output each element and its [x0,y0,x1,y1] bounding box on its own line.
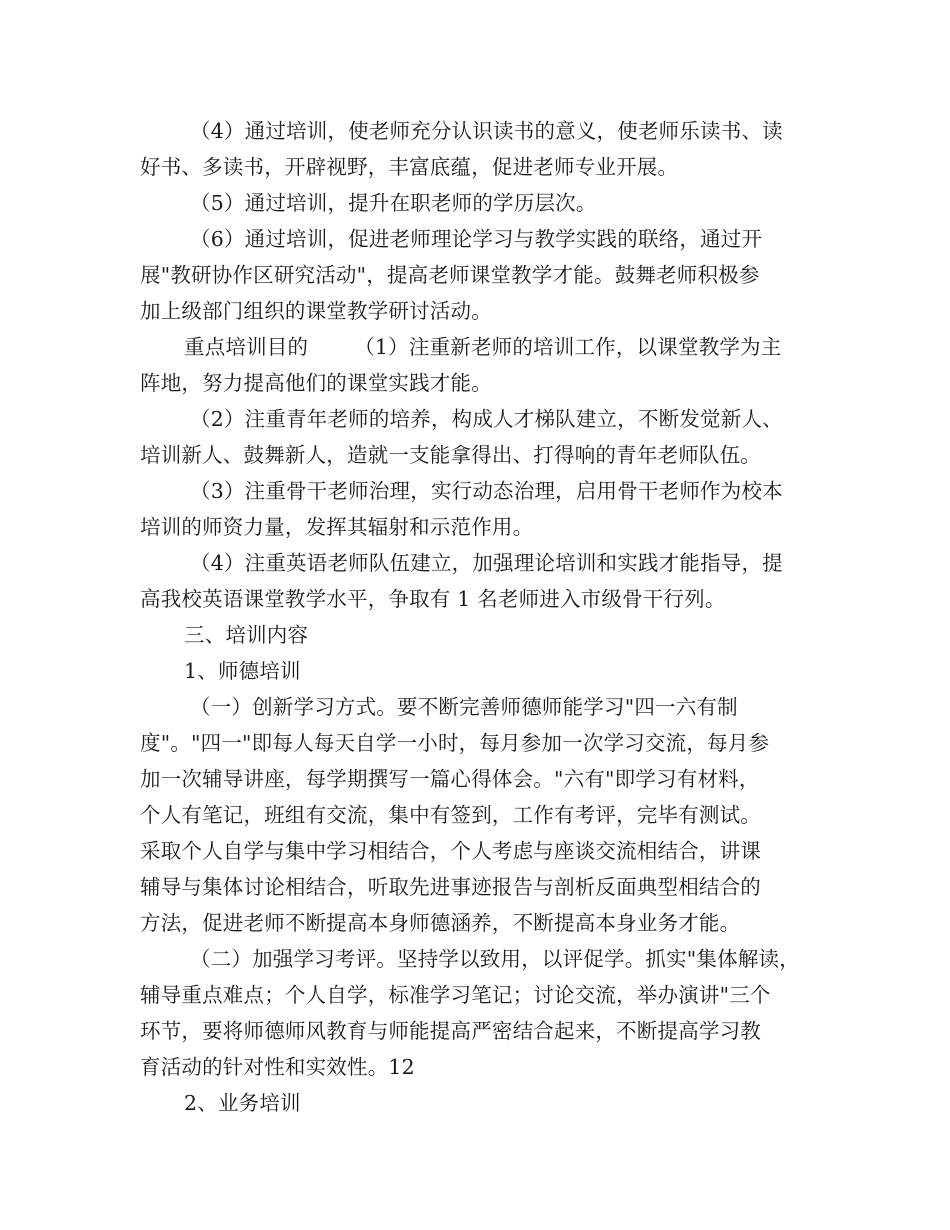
subheading-business-training [140,1085,822,1121]
paragraph-research-goal [140,221,822,329]
text-line: （2）注重青年老师的培养，构成人才梯队建立，不断发觉新人、 [190,407,783,431]
text-line: 加上级部门组织的课堂教学研讨活动。 [140,299,492,323]
text-line: 辅导与集体讨论相结合，听取先进事迹报告与剖析反面典型相结合的 [140,875,761,899]
key-goals-first: （1）注重新老师的培训工作，以课堂教学为主 [354,335,782,359]
text-line: 育活动的针对性和实效性。12 [140,1055,415,1079]
subheading-ethics-training [140,653,822,689]
text-line: （一）创新学习方式。要不断完善师德师能学习"四一六有制 [190,695,738,719]
text-line: 培训的师资力量，发挥其辐射和示范作用。 [140,515,534,539]
text-line: 辅导重点难点；个人自学，标准学习笔记；讨论交流，举办演讲"三个 [140,983,771,1007]
text-line: 高我校英语课堂教学水平，争取有 1 名老师进入市级骨干行列。 [140,587,726,611]
text-line: 展"教研协作区研究活动"，提高老师课堂教学才能。鼓舞老师积极参 [140,263,760,287]
paragraph-reading-goal [140,113,822,185]
text-line: 培训新人、鼓舞新人，造就一支能拿得出、打得响的青年老师队伍。 [140,443,761,467]
paragraph-key-goals [140,329,822,401]
heading-text: 2、业务培训 [184,1091,301,1115]
text-line: （5）通过培训，提升在职老师的学历层次。 [190,191,597,215]
text-line: （6）通过培训，促进老师理论学习与教学实践的联络，通过开 [190,227,763,251]
paragraph-degree-goal [140,185,822,221]
paragraph-goal-4 [140,545,822,617]
text-line: 度"。"四一"即每人每天自学一小时，每月参加一次学习交流，每月参 [140,731,770,755]
text-line: 加一次辅导讲座，每学期撰写一篇心得体会。"六有"即学习有材料， [140,767,760,791]
text-line [140,329,822,365]
text-line: 好书、多读书，开辟视野，丰富底蕴，促进老师专业开展。 [140,155,679,179]
text-line: 方法，促进老师不断提高本身师德涵养，不断提高本身业务才能。 [140,911,741,935]
paragraph-goal-2 [140,401,822,473]
paragraph-ethics-1 [140,689,822,941]
text-line: （4）通过培训，使老师充分认识读书的意义，使老师乐读书、读 [190,119,783,143]
section-heading-training-content [140,617,822,653]
heading-text: 三、培训内容 [184,623,309,647]
paragraph-goal-3 [140,473,822,545]
text-line: （二）加强学习考评。坚持学以致用，以评促学。抓实"集体解读， [190,947,800,971]
text-line: 环节，要将师德师风教育与师能提高严密结合起来，不断提高学习教 [140,1019,761,1043]
text-line: （4）注重英语老师队伍建立，加强理论培训和实践才能指导，提 [190,551,783,575]
paragraph-ethics-2 [140,941,822,1085]
text-line: 阵地，努力提高他们的课堂实践才能。 [140,371,492,395]
key-goals-lead: 重点培训目的 [184,335,309,359]
text-line: （3）注重骨干老师治理，实行动态治理，启用骨干老师作为校本 [190,479,783,503]
text-line: 个人有笔记，班组有交流，集中有签到，工作有考评，完毕有测试。 [140,803,761,827]
document-body [140,113,822,1121]
heading-text: 1、师德培训 [184,659,301,683]
text-line: 采取个人自学与集中学习相结合，个人考虑与座谈交流相结合，讲课 [140,839,761,863]
